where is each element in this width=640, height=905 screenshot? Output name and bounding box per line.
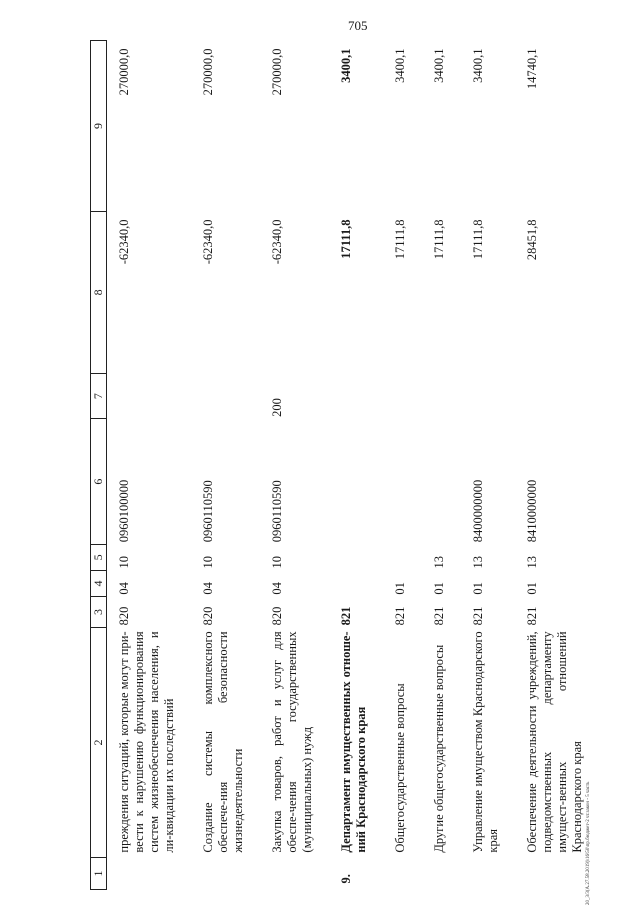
cell-section: 04	[117, 582, 131, 595]
footer-note: 20_3/3(A.27.58.2019)\16\50\пр.бюджет-2 чт.закон - 5 часть	[586, 781, 591, 905]
cell-amount-change: 17111,8	[432, 219, 446, 260]
cell-section: 01	[525, 582, 539, 595]
column-header: 5	[91, 544, 107, 570]
cell-section: 01	[432, 582, 446, 595]
cell-ministry-code: 821	[432, 606, 446, 626]
cell-section: 01	[393, 582, 407, 595]
row-name: Департамент имущественных отноше-ний Краснодарского края	[339, 631, 368, 853]
column-header: 9	[91, 41, 107, 212]
cell-subsection	[329, 544, 383, 570]
cell-expense-type	[383, 373, 422, 419]
row-name: Управление имуществом Краснодарского края	[471, 631, 500, 853]
cell-target-article	[383, 419, 422, 544]
cell-section: 04	[201, 582, 215, 595]
cell-section: 04	[270, 582, 284, 595]
column-header: 3	[91, 597, 107, 628]
row-index	[260, 858, 329, 890]
cell-target-article	[422, 419, 461, 544]
cell-expense-type	[515, 373, 599, 419]
row-name: Обеспечение деятельности учреждений, подведомственных департаменту имущест-венных отношений Краснодарского края	[525, 631, 584, 853]
row-index	[107, 858, 192, 890]
column-header: 2	[91, 627, 107, 857]
cell-ministry-code: 821	[525, 606, 539, 626]
column-header: 1	[91, 858, 107, 890]
table-row	[191, 41, 260, 890]
cell-amount-total: 3400,1	[471, 48, 485, 83]
table-row	[260, 41, 329, 890]
cell-ministry-code: 821	[471, 606, 485, 626]
table-row	[422, 41, 461, 890]
column-header: 7	[91, 373, 107, 419]
cell-section: 01	[471, 582, 485, 595]
cell-subsection	[383, 544, 422, 570]
row-index	[461, 858, 515, 890]
cell-expense-type	[461, 373, 515, 419]
cell-amount-total: 3400,1	[432, 48, 446, 83]
cell-subsection: 13	[525, 555, 539, 569]
cell-ministry-code: 820	[201, 606, 215, 626]
cell-subsection: 10	[201, 555, 215, 569]
cell-subsection: 10	[270, 555, 284, 569]
cell-amount-change: 17111,8	[339, 219, 353, 259]
table-row	[107, 41, 192, 890]
row-name: Другие общегосударственные вопросы	[432, 644, 446, 853]
row-name: Общегосударственные вопросы	[393, 683, 407, 853]
cell-target-article: 0960100000	[117, 479, 131, 543]
cell-amount-change: -62340,0	[201, 219, 215, 265]
cell-expense-type	[422, 373, 461, 419]
row-index: 9.	[339, 874, 353, 884]
page-number: 705	[348, 18, 368, 33]
budget-table	[90, 40, 599, 890]
column-header: 6	[91, 419, 107, 544]
table-row	[461, 41, 515, 890]
row-index	[191, 858, 260, 890]
cell-amount-total: 270000,0	[117, 48, 131, 96]
table-header	[91, 41, 107, 890]
cell-target-article: 0960110590	[201, 480, 215, 543]
cell-amount-change: -62340,0	[270, 219, 284, 265]
row-index	[383, 858, 422, 890]
cell-expense-type: 200	[270, 398, 284, 417]
cell-expense-type	[329, 373, 383, 419]
cell-target-article: 0960110590	[270, 480, 284, 543]
cell-amount-change: 28451,8	[525, 219, 539, 261]
rotated-table-container	[90, 40, 590, 890]
cell-expense-type	[107, 373, 192, 419]
cell-ministry-code: 821	[393, 606, 407, 626]
cell-ministry-code: 820	[117, 606, 131, 626]
cell-amount-total: 270000,0	[270, 48, 284, 96]
cell-amount-change: 17111,8	[393, 219, 407, 260]
table-body	[107, 41, 600, 890]
cell-target-article: 8410000000	[525, 479, 539, 543]
cell-subsection: 13	[471, 555, 485, 569]
cell-amount-total: 14740,1	[525, 48, 539, 90]
cell-amount-change: 17111,8	[471, 219, 485, 260]
cell-ministry-code: 821	[339, 606, 353, 626]
row-name: преждения ситуаций, которые могут при-вести к нарушению функционирования систем жизнеобеспечения населения, и ли-квидации их последствий	[117, 631, 176, 853]
cell-expense-type	[191, 373, 260, 419]
table-row	[515, 41, 599, 890]
cell-section	[329, 570, 383, 596]
table-row	[329, 41, 383, 890]
cell-amount-total: 3400,1	[339, 48, 353, 83]
cell-subsection: 13	[432, 555, 446, 569]
cell-target-article: 8400000000	[471, 479, 485, 543]
column-header: 4	[91, 570, 107, 596]
table-row	[383, 41, 422, 890]
cell-target-article	[329, 419, 383, 544]
row-name: Закупка товаров, работ и услуг для обеспе-чения государственных (муниципальных) нужд	[270, 631, 314, 853]
cell-ministry-code: 820	[270, 606, 284, 626]
cell-subsection: 10	[117, 555, 131, 569]
cell-amount-total: 3400,1	[393, 48, 407, 83]
column-header: 8	[91, 212, 107, 374]
cell-amount-total: 270000,0	[201, 48, 215, 96]
cell-amount-change: -62340,0	[117, 219, 131, 265]
row-index	[422, 858, 461, 890]
row-name: Создание системы комплексного обеспече-ния безопасности жизнедеятельности	[201, 631, 245, 853]
